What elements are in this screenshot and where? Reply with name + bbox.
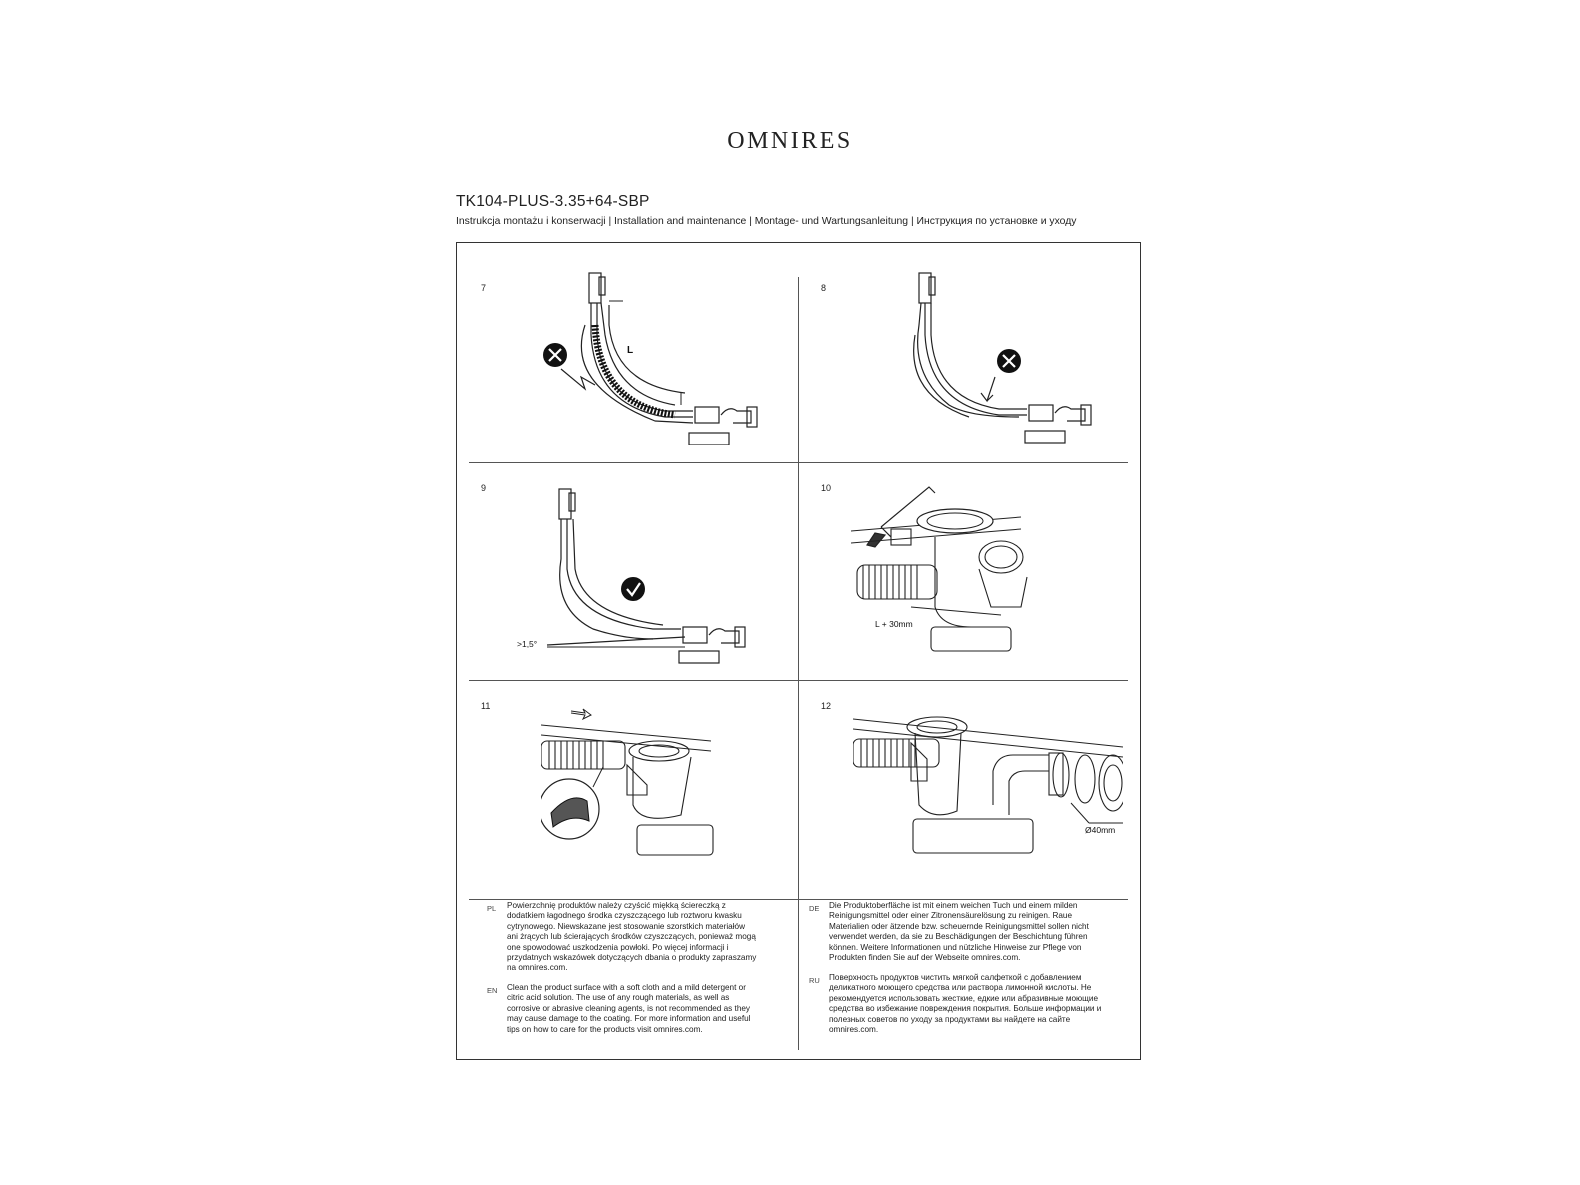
instruction-frame bbox=[456, 242, 1141, 1060]
check-icon bbox=[621, 577, 645, 601]
step-7-label: L bbox=[627, 345, 634, 356]
step-number: 7 bbox=[481, 283, 487, 293]
step-9-label: >1,5° bbox=[517, 639, 538, 649]
grid-divider bbox=[798, 681, 799, 899]
step-11-illustration bbox=[541, 695, 721, 875]
model-number: TK104-PLUS-3.35+64-SBP bbox=[456, 193, 650, 210]
grid-divider bbox=[798, 277, 799, 463]
step-8-illustration bbox=[859, 265, 1099, 445]
language-code-de: DE bbox=[809, 904, 820, 913]
step-10-label: L + 30mm bbox=[875, 619, 913, 629]
care-text-ru: Поверхность продуктов чистить мягкой салфеткой с добавлением деликатного моющего средства или раствора лимонной кислоты. Не рекомендуется использовать жесткие, едкие или абразивные моющие средства во избежание повреждения покрытия. Больше информации и полезных советов по уходу за продуктами вы найдете на сайте omnires.com. bbox=[829, 973, 1102, 1035]
step-7-illustration bbox=[525, 265, 765, 445]
step-number: 10 bbox=[821, 483, 832, 493]
step-number: 9 bbox=[481, 483, 487, 493]
language-code-en: EN bbox=[487, 986, 498, 995]
brand-logo: OMNIRES bbox=[727, 128, 853, 154]
grid-divider bbox=[798, 900, 799, 1050]
step-12-illustration bbox=[853, 695, 1123, 875]
grid-divider bbox=[798, 463, 799, 681]
language-code-ru: RU bbox=[809, 976, 820, 985]
cross-icon bbox=[997, 349, 1021, 373]
step-10-illustration bbox=[851, 477, 1121, 677]
document-subtitle: Instrukcja montażu i konserwacji | Installation and maintenance | Montage- und Wartungsanleitung | Инструкция по установке и уходу bbox=[456, 216, 1077, 227]
step-9-illustration bbox=[513, 479, 773, 669]
language-code-pl: PL bbox=[487, 904, 497, 913]
cross-icon bbox=[543, 343, 567, 367]
pipe-assembly bbox=[1071, 803, 1123, 823]
step-number: 11 bbox=[481, 701, 491, 711]
step-number: 8 bbox=[821, 283, 827, 293]
care-text-en: Clean the product surface with a soft cloth and a mild detergent or citric acid solution. The use of any rough materials, as well as corrosive or abrasive cleaning agents, is not recommended as they may cause damage to the coating. For more information and useful tips on how to care for the products visit omnires.com. bbox=[507, 983, 751, 1034]
care-text-de: Die Produktoberfläche ist mit einem weichen Tuch und einem milden Reinigungsmittel oder einer Zitronensäurelösung zu reinigen. Raue Materialien oder ätzende bzw. scheuernde Reinigungsmittel sollen nicht verwendet werden, da sie zu Beschädigungen der Beschichtung führen können. Weitere Informationen und nützliche Hinweise zur Pflege von Produkten finden Sie auf der Webseite omnires.com. bbox=[829, 901, 1089, 963]
step-number: 12 bbox=[821, 701, 832, 711]
care-text-pl: Powierzchnię produktów należy czyścić miękką ściereczką z dodatkiem łagodnego środka czyszczącego lub roztworu kwasku cytrynowego. Niewskazane jest stosowanie szorstkich materiałów ani żrących lub ścierających środków czyszczących, ponieważ mogą one spowodować uszkodzenia powłoki. Po więcej informacji i przydatnych wskazówek dotyczących dbania o produkty zapraszamy na omnires.com. bbox=[507, 901, 757, 973]
step-12-label: Ø40mm bbox=[1085, 825, 1116, 835]
